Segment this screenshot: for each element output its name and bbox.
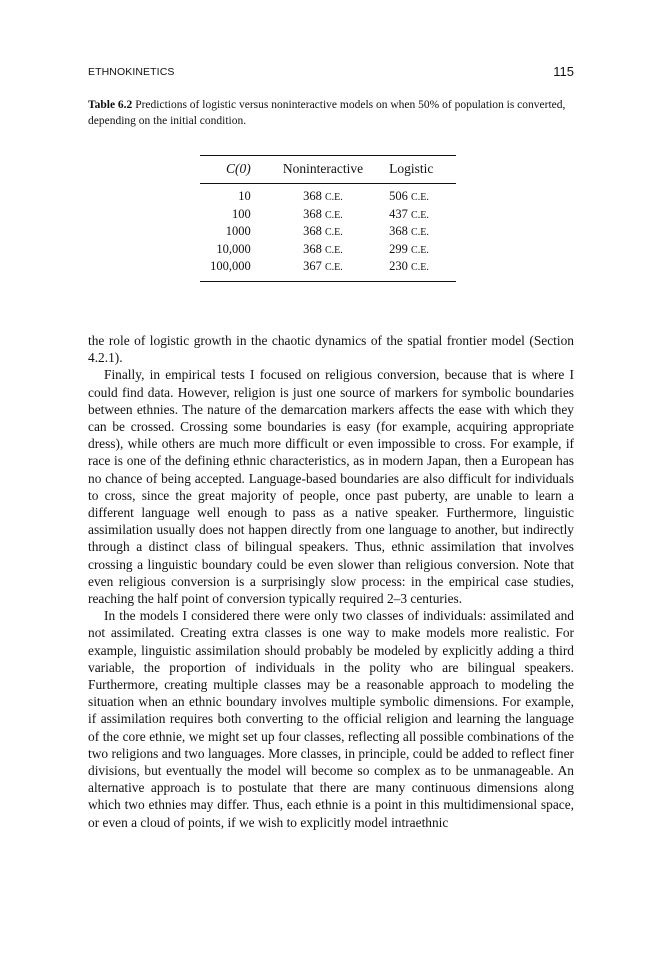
cell-logistic: 368 C.E. — [389, 224, 429, 239]
running-title: ETHNOKINETICS — [88, 66, 175, 78]
table-caption-text: Predictions of logistic versus noninteractive models on when 50% of population is converted, depending on the initial condition. — [88, 99, 566, 127]
running-header — [88, 64, 574, 82]
cell-c0: 1000 — [225, 224, 251, 239]
paragraph: Finally, in empirical tests I focused on religious conversion, because that is where I could find data. However, religion is just one source of markers for symbolic boundaries between ethnies. The nature of the demarcation markers affects the ease with which they can be crossed. Crossing some boundaries is easy (for example, acquiring appropriate dress), while others are much more difficult or even impossible to cross. For example, if race is one of the defining ethnic characteristics, as in modern Japan, then a European has no chance of being accepted. Language-based boundaries are also difficult for individuals to cross, since the great majority of people, once past puberty, are unable to learn a different language well enough to pass as a native speaker. Furthermore, linguistic assimilation usually does not happen directly from one language to another, but indirectly through a distinct class of bilingual speakers. Thus, ethnic assimilation that involves crossing a linguistic boundary could be even slower than religious conversion. Note that even religious conversion is a surprisingly slow process: in the empirical case studies, reaching the half point of conversion typically required 2–3 centuries. — [88, 367, 574, 607]
cell-noninteractive: 368 C.E. — [303, 241, 343, 256]
cell-logistic: 437 C.E. — [389, 206, 429, 221]
conversion-table — [200, 155, 456, 282]
column-header-noninteractive: Noninteractive — [251, 156, 381, 184]
cell-noninteractive: 368 C.E. — [303, 189, 343, 204]
table-row — [200, 258, 456, 281]
table-row — [200, 184, 456, 206]
column-header-logistic: Logistic — [381, 156, 456, 184]
cell-noninteractive: 368 C.E. — [303, 224, 343, 239]
body-text — [88, 332, 574, 831]
table-caption-label: Table 6.2 — [88, 99, 133, 111]
cell-logistic: 230 C.E. — [381, 258, 456, 281]
page-number: 115 — [553, 64, 574, 79]
cell-c0: 100,000 — [200, 258, 251, 281]
cell-logistic: 299 C.E. — [389, 241, 429, 256]
cell-c0: 10 — [238, 189, 251, 204]
paragraph: the role of logistic growth in the chaotic dynamics of the spatial frontier model (Section 4.2.1). — [88, 333, 574, 366]
cell-c0: 100 — [232, 206, 251, 221]
cell-noninteractive: 367 C.E. — [251, 258, 381, 281]
table-row — [200, 223, 456, 241]
table-row — [200, 241, 456, 259]
table-caption — [88, 97, 574, 129]
column-header-c0: C(0) — [200, 156, 251, 184]
paragraph: In the models I considered there were only two classes of individuals: assimilated and not assimilated. Creating extra classes is one way to make models more realistic. For example, linguistic assimilation should probably be modeled by explicitly adding a third variable, the proportion of individuals in the polity who are bilingual speakers. Furthermore, creating multiple classes may be a reasonable approach to modeling the situation when an ethnic boundary involves multiple symbolic dimensions. For example, if assimilation requires both converting to the official religion and learning the language of the core ethnie, we might set up four classes, reflecting all possible combinations of the two religions and two languages. More classes, in principle, could be added to reflect finer divisions, but eventually the model will become so complex as to be unmanageable. An alternative approach is to postulate that there are many continuous dimensions along which two ethnies may differ. Thus, each ethnie is a point in this multidimensional space, or even a cloud of points, if we wish to explicitly model intraethnic — [88, 608, 574, 830]
cell-logistic: 506 C.E. — [389, 189, 429, 204]
table-header-row — [200, 156, 456, 184]
cell-c0: 10,000 — [216, 241, 251, 256]
table-row — [200, 206, 456, 224]
cell-noninteractive: 368 C.E. — [303, 206, 343, 221]
